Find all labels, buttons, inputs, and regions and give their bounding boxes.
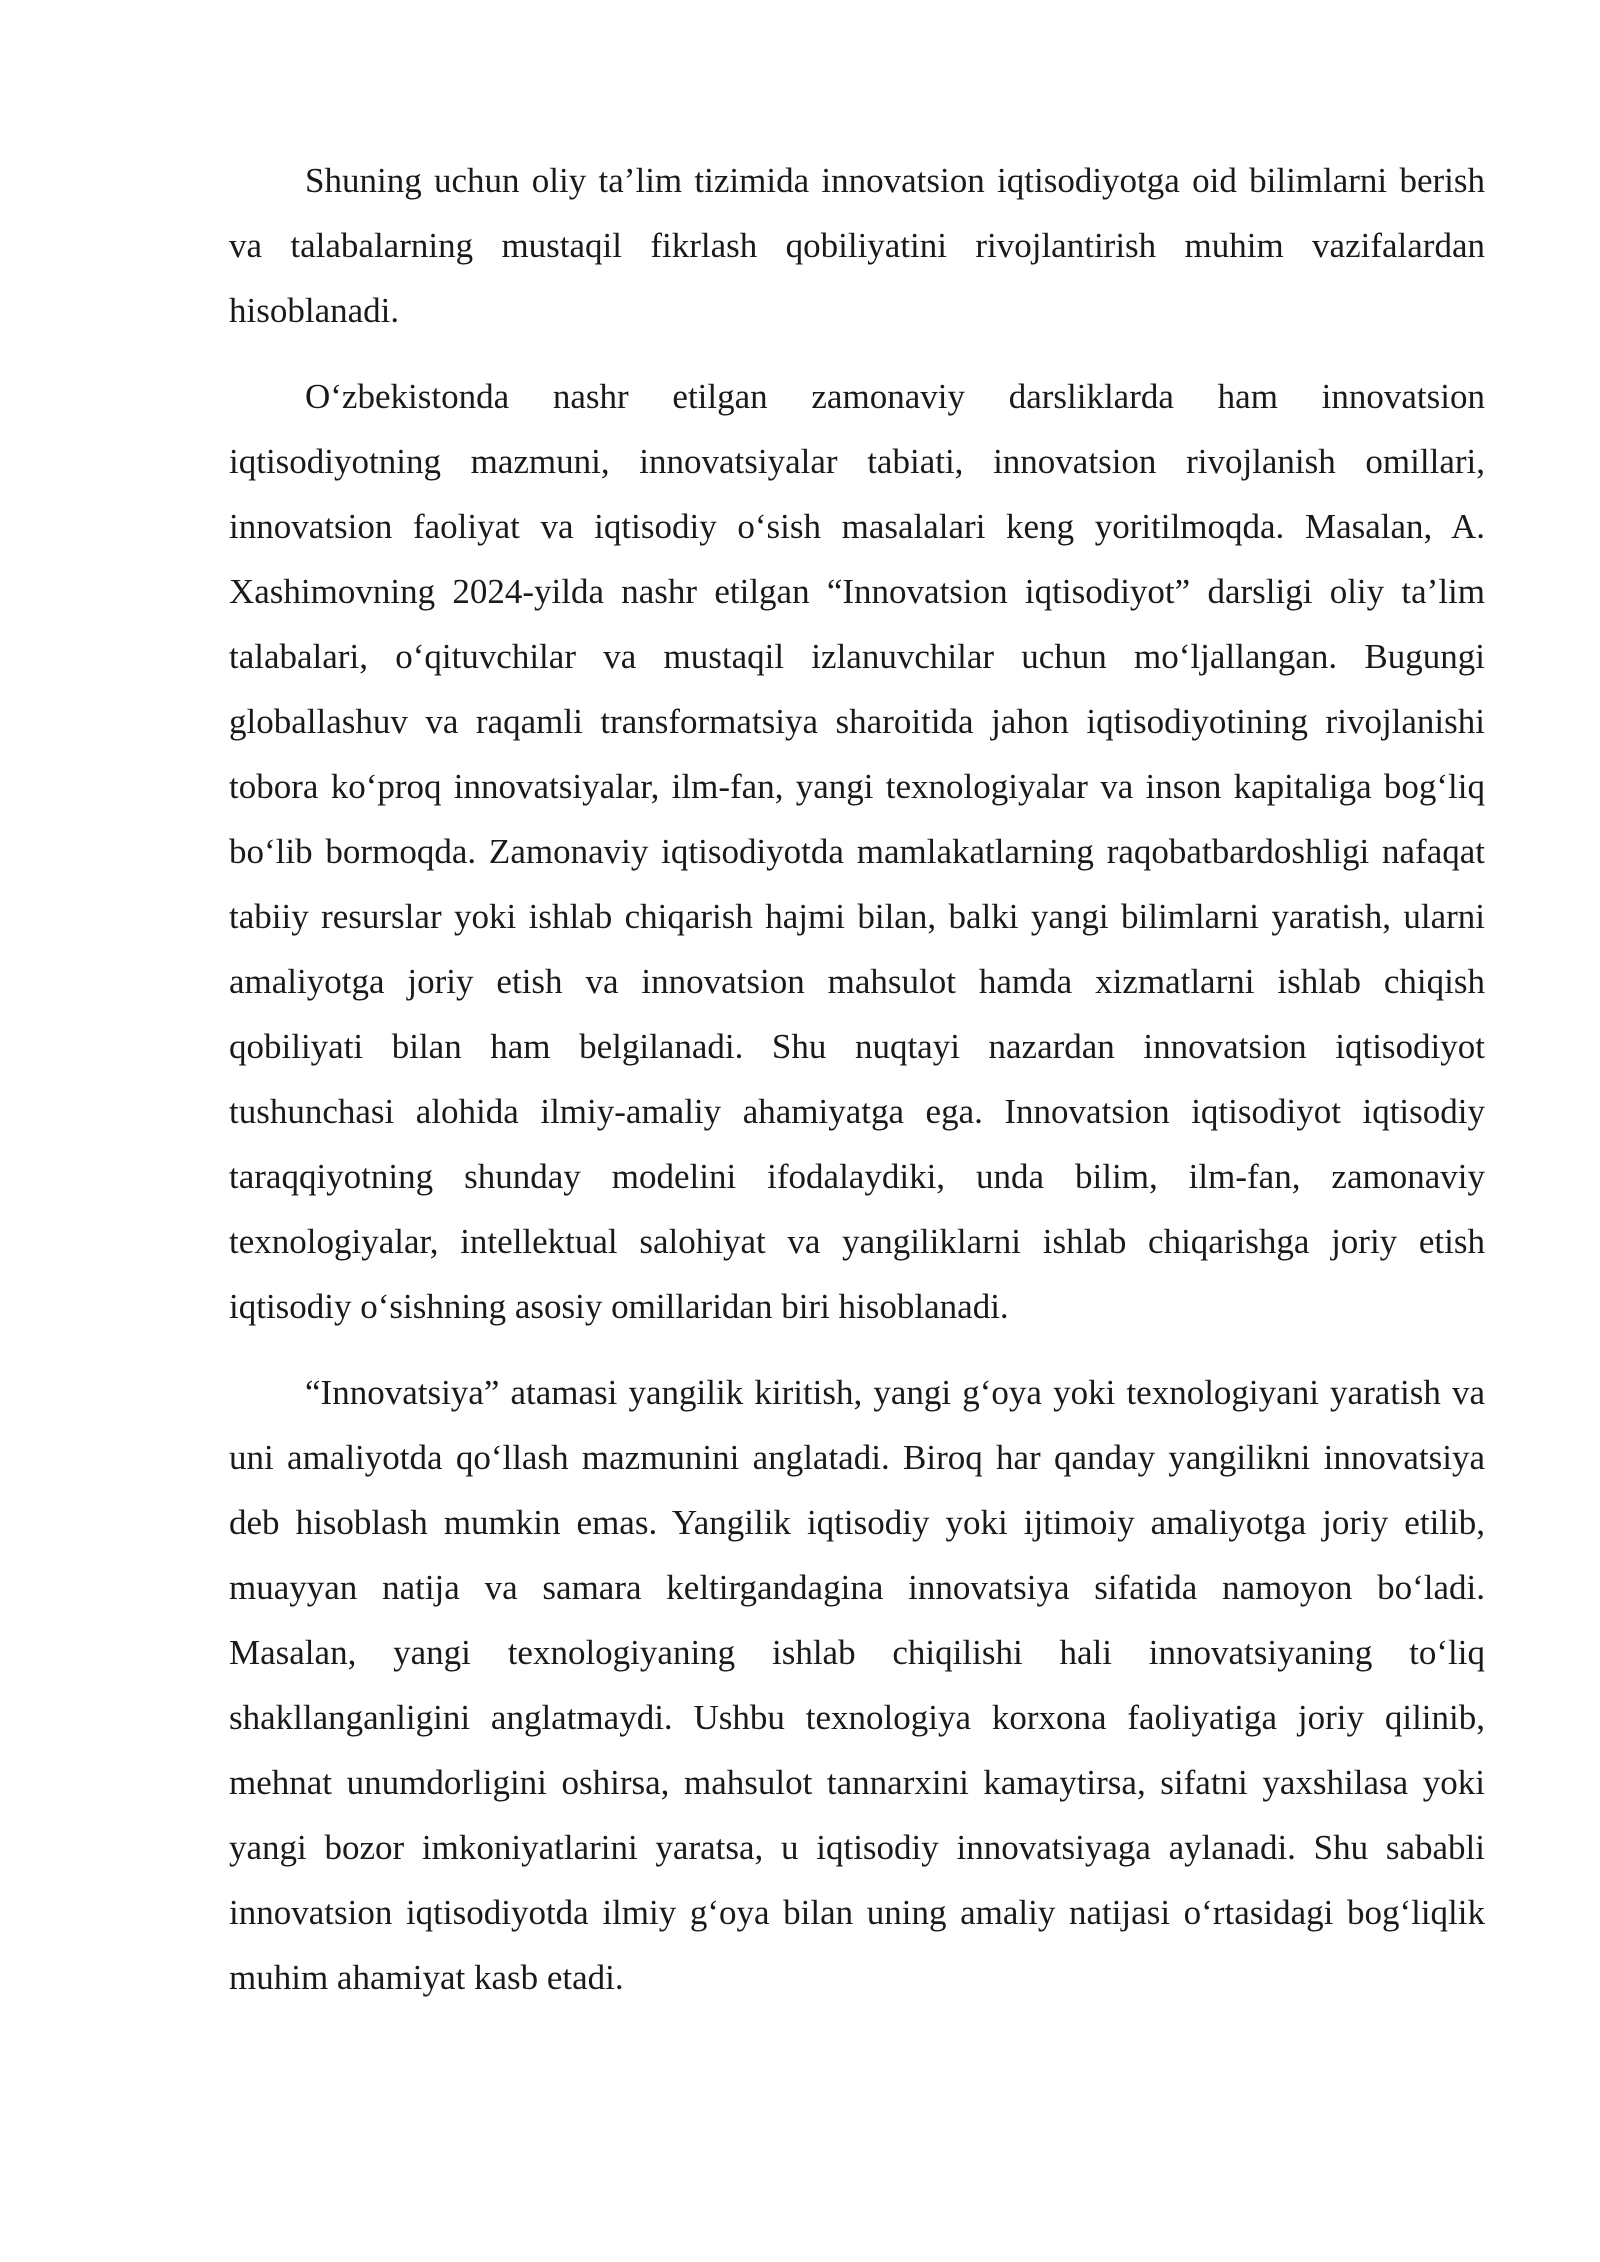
paragraph-1: Shuning uchun oliy ta’lim tizimida innovatsion iqtisodiyotga oid bilimlarni berish va talabalarning mustaqil fikrlash qobiliyatini rivojlantirish muhim vazifalardan hisoblanadi.: [229, 161, 1485, 330]
paragraph-2: O‘zbekistonda nashr etilgan zamonaviy darsliklarda ham innovatsion iqtisodiyotning mazmuni, innovatsiyalar tabiati, innovatsion rivojlanish omillari, innovatsion faoliyat va iqtisodiy o‘sish masalalari keng yoritilmoqda. Masalan, A. Xashimovning 2024-yilda nashr etilgan “Innovatsion iqtisodiyot” darsligi oliy ta’lim talabalari, o‘qituvchilar va mustaqil izlanuvchilar uchun mo‘ljallangan. Bugungi globallashuv va raqamli transformatsiya sharoitida jahon iqtisodiyotining rivojlanishi tobora ko‘proq innovatsiyalar, ilm-fan, yangi texnologiyalar va inson kapitaliga bog‘liq bo‘lib bormoqda. Zamonaviy iqtisodiyotda mamlakatlarning raqobatbardoshligi nafaqat tabiiy resurslar yoki ishlab chiqarish hajmi bilan, balki yangi bilimlarni yaratish, ularni amaliyotga joriy etish va innovatsion mahsulot hamda xizmatlarni ishlab chiqish qobiliyati bilan ham belgilanadi. Shu nuqtayi nazardan innovatsion iqtisodiyot tushunchasi alohida ilmiy-amaliy ahamiyatga ega. Innovatsion iqtisodiyot iqtisodiy taraqqiyotning shunday modelini ifodalaydiki, unda bilim, ilm-fan, zamonaviy texnologiyalar, intellektual salohiyat va yangiliklarni ishlab chiqarishga joriy etish iqtisodiy o‘sishning asosiy omillaridan biri hisoblanadi.: [229, 377, 1485, 1326]
paragraph-3: “Innovatsiya” atamasi yangilik kiritish, yangi g‘oya yoki texnologiyani yaratish va uni amaliyotda qo‘llash mazmunini anglatadi. Biroq har qanday yangilikni innovatsiya deb hisoblash mumkin emas. Yangilik iqtisodiy yoki ijtimoiy amaliyotga joriy etilib, muayyan natija va samara keltirgandagina innovatsiya sifatida namoyon bo‘ladi. Masalan, yangi texnologiyaning ishlab chiqilishi hali innovatsiyaning to‘liq shakllanganligini anglatmaydi. Ushbu texnologiya korxona faoliyatiga joriy qilinib, mehnat unumdorligini oshirsa, mahsulot tannarxini kamaytirsa, sifatni yaxshilasa yoki yangi bozor imkoniyatlarini yaratsa, u iqtisodiy innovatsiyaga aylanadi. Shu sababli innovatsion iqtisodiyotda ilmiy g‘oya bilan uning amaliy natijasi o‘rtasidagi bog‘liqlik muhim ahamiyat kasb etadi.: [229, 1373, 1485, 1997]
document-body: [229, 148, 1485, 2031]
